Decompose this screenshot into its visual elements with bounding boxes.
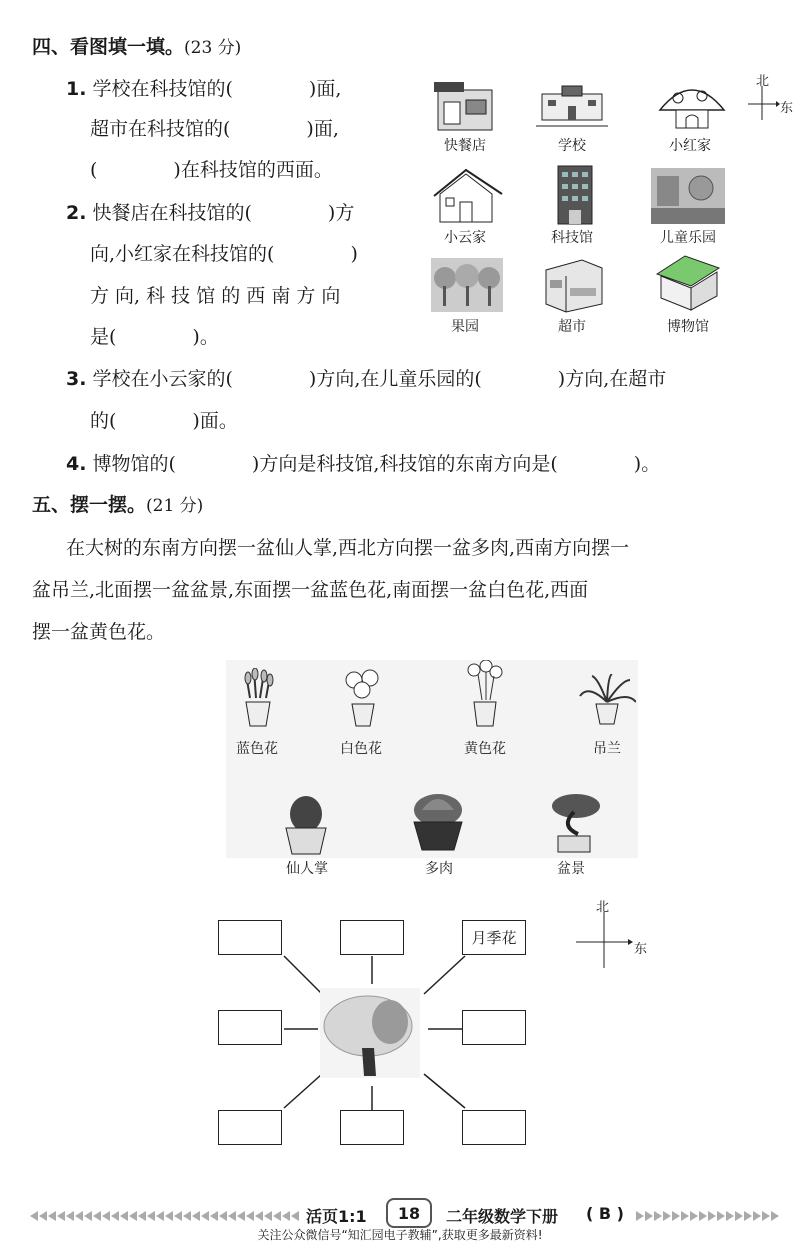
q4-number: 4.: [66, 453, 87, 475]
compass-2-icon: [574, 908, 634, 970]
answer-box-north[interactable]: [340, 920, 404, 955]
map-label-supermarket: 超市: [558, 319, 586, 335]
section-5-text-2: 盆吊兰,北面摆一盆盆景,东面摆一盆蓝色花,南面摆一盆白色花,西面: [32, 579, 589, 601]
footer-arrows-right: [636, 1210, 786, 1222]
q3-line2: 的( )面。: [90, 410, 238, 432]
plant-label-bonsai: 盆景: [557, 861, 585, 877]
plant-label-yellow-flower: 黄色花: [464, 741, 506, 757]
footer-edition: ( B ): [586, 1204, 624, 1223]
q4-text-1: 博物馆的( )方向是科技馆,科技馆的东南方向是( )。: [92, 453, 661, 475]
page-number: 18: [397, 1203, 421, 1223]
answer-box-northwest[interactable]: [218, 920, 282, 955]
answer-box-northeast: 月季花: [462, 920, 526, 955]
section-5-text-1: 在大树的东南方向摆一盆仙人掌,西北方向摆一盆多肉,西南方向摆一: [66, 537, 630, 559]
compass-2-east-label: 东: [634, 942, 648, 957]
footer-notice: 关注公众微信号“知汇园电子教辅”,获取更多最新资料!: [257, 1228, 543, 1242]
map-label-science-museum: 科技馆: [551, 230, 593, 246]
section-5-text-3: 摆一盆黄色花。: [32, 621, 166, 643]
map-label-xiaohong-home: 小红家: [669, 138, 711, 154]
q2-line2: 向,小红家在科技馆的( ): [90, 243, 358, 265]
q2-number: 2.: [66, 202, 87, 224]
footer-left-text: 活页1:1: [306, 1207, 367, 1226]
q3-number: 3.: [66, 368, 87, 390]
footer-arrows-left: [30, 1210, 300, 1222]
q1-text-1: 学校在科技馆的( )面,: [92, 78, 342, 100]
answer-box-south[interactable]: [340, 1110, 404, 1145]
q1-number: 1.: [66, 78, 87, 100]
footer-right-text: 二年级数学下册: [446, 1207, 559, 1226]
q1-line3: ( )在科技馆的西面。: [90, 159, 333, 181]
plant-label-spider-plant: 吊兰: [593, 741, 621, 757]
section-4-points: (23 分): [184, 38, 242, 58]
q2-text-1: 快餐店在科技馆的( )方: [92, 202, 355, 224]
plant-label-blue-flower: 蓝色花: [236, 741, 278, 757]
page-number-badge: [386, 1198, 432, 1228]
answer-box-southwest[interactable]: [218, 1110, 282, 1145]
q2-line4: 是( )。: [90, 326, 219, 348]
map-label-playground: 儿童乐园: [660, 230, 716, 246]
map-label-orchard: 果园: [451, 319, 479, 335]
compass-east-label: 东: [780, 101, 794, 116]
answer-box-southeast[interactable]: [462, 1110, 526, 1145]
section-5-points: (21 分): [146, 496, 204, 516]
section-5-heading: 五、摆一摆。: [32, 494, 147, 516]
map-label-museum: 博物馆: [667, 319, 709, 335]
tree-icon: [320, 988, 420, 1078]
q3-text-1: 学校在小云家的( )方向,在儿童乐园的( )方向,在超市: [92, 368, 667, 390]
plant-label-cactus: 仙人掌: [286, 861, 328, 877]
map-label-fast-food: 快餐店: [444, 138, 486, 154]
compass-2-north-label: 北: [596, 900, 610, 915]
section-4-heading: 四、看图填一填。: [32, 36, 185, 58]
answer-box-west[interactable]: [218, 1010, 282, 1045]
compass-north-label: 北: [756, 74, 770, 89]
q1-line2: 超市在科技馆的( )面,: [90, 118, 339, 140]
plant-label-succulent: 多肉: [425, 861, 453, 877]
answer-box-east[interactable]: [462, 1010, 526, 1045]
plant-label-white-flower: 白色花: [340, 741, 382, 757]
map-label-xiaoyun-home: 小云家: [444, 230, 486, 246]
q2-line3: 方 向, 科 技 馆 的 西 南 方 向: [90, 285, 341, 307]
map-label-school: 学校: [558, 138, 586, 154]
